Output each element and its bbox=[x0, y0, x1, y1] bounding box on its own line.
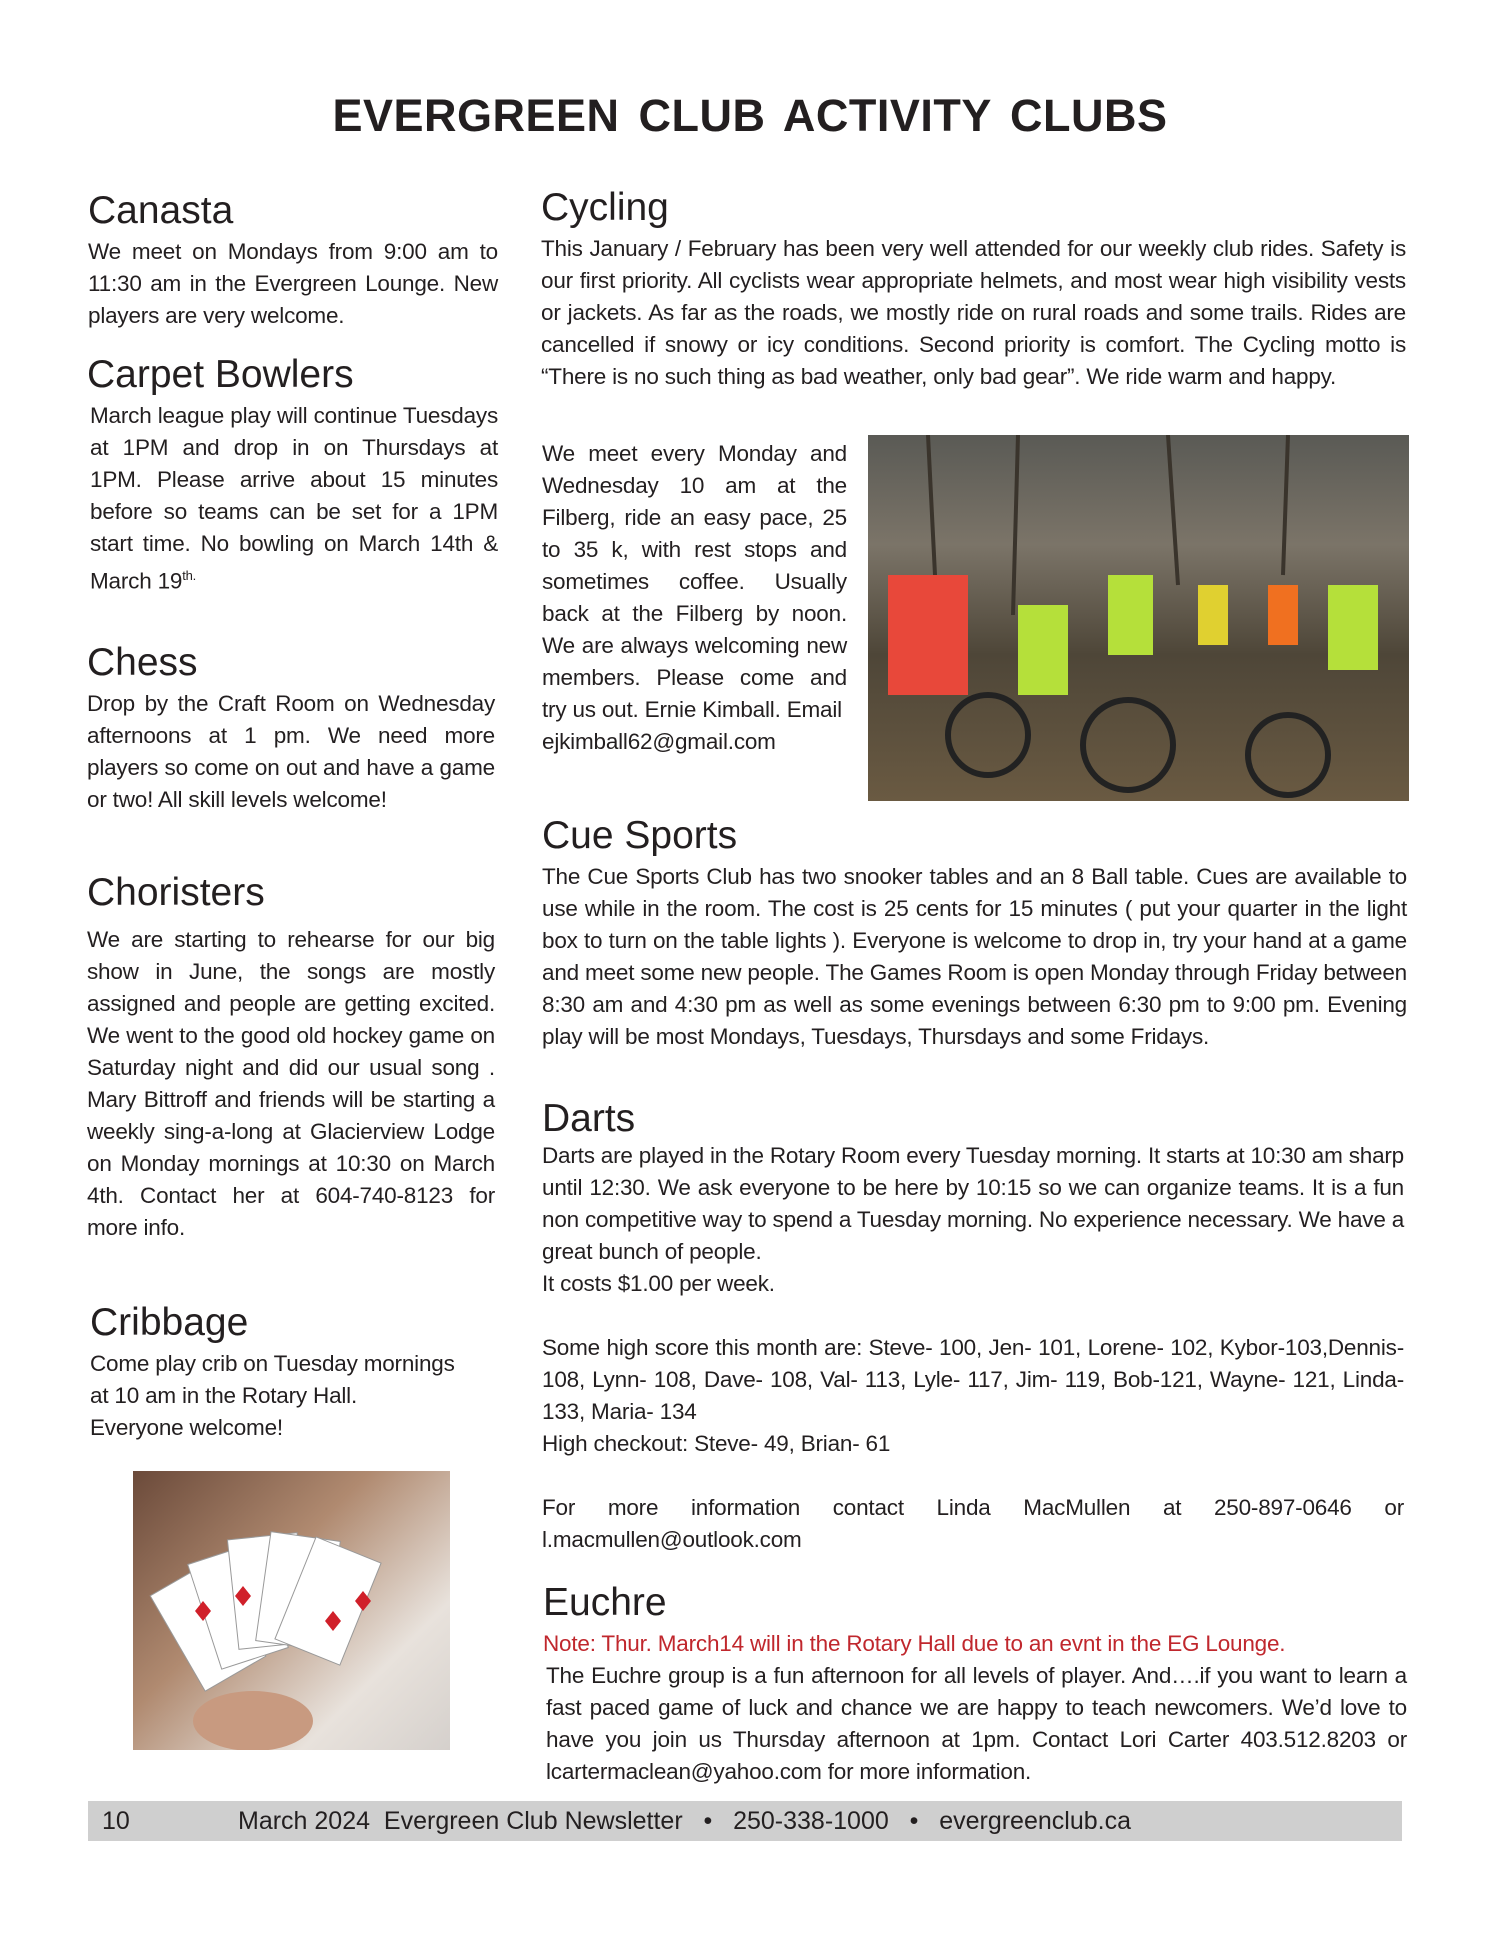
heading-chess: Chess bbox=[87, 641, 198, 684]
page-title: EVERGREEN CLUB ACTIVITY CLUBS bbox=[332, 90, 1168, 141]
body-cycling-meeting: We meet every Monday and Wednesday 10 am at the Filberg, ride an easy pace, 25 to 35 k, with rest stops and sometimes coffee. Usually back at the Filberg by noon. We are always welcoming new members. Please come and try us out. Ernie Kimball. Email bbox=[542, 441, 847, 722]
footer-text: March 2024 Evergreen Club Newsletter • 250-338-1000 • evergreenclub.ca bbox=[238, 1807, 1131, 1835]
darts-contact: For more information contact Linda MacMullen at 250-897-0646 or l.macmullen@outlook.com bbox=[542, 1495, 1404, 1552]
body-euchre: The Euchre group is a fun afternoon for all levels of player. And….if you want to learn a fast paced game of luck and chance we are happy to teach newcomers. We’d love to have you join us Thursday afternoon at 1pm. Contact Lori Carter 403.512.8203 or lcartermaclean@yahoo.com for more information. bbox=[546, 1663, 1407, 1784]
section-cue-sports bbox=[542, 813, 1407, 1053]
section-cribbage bbox=[90, 1300, 510, 1444]
section-chess bbox=[87, 640, 495, 816]
heading-euchre: Euchre bbox=[543, 1581, 667, 1624]
body-darts: Darts are played in the Rotary Room every Tuesday morning. It starts at 10:30 am sharp until 12:30. We ask everyone to be here by 10:15 so we can organize teams. It is a fun non competitive way to spend a Tuesday morning. No experience necessary. We have a great bunch of people. bbox=[542, 1143, 1405, 1264]
heading-carpet-bowlers: Carpet Bowlers bbox=[87, 353, 354, 396]
body-cue-sports: The Cue Sports Club has two snooker tables and an 8 Ball table. Cues are available to use while in the room. The cost is 25 cents for 15 minutes ( put your quarter in the light box to turn on the table lights ). Everyone is welcome to drop in, try your hand at a game and meet some new people. The Games Room is open Monday through Friday between 8:30 am and 4:30 pm as well as some evenings between 6:30 pm to 9:00 pm. Evening play will be most Mondays, Tuesdays, Thursdays and some Fridays. bbox=[542, 864, 1407, 1049]
heading-darts: Darts bbox=[542, 1097, 636, 1140]
body-canasta: We meet on Mondays from 9:00 am to 11:30 am in the Evergreen Lounge. New players are very welcome. bbox=[88, 239, 498, 328]
cyclists-illustration-icon bbox=[868, 435, 1409, 801]
heading-canasta: Canasta bbox=[88, 189, 234, 232]
superscript: th. bbox=[182, 568, 197, 583]
darts-checkout: High checkout: Steve- 49, Brian- 61 bbox=[542, 1431, 891, 1456]
body-chess: Drop by the Craft Room on Wednesday afternoons at 1 pm. We need more players so come on out and have a game or two! All skill levels welcome! bbox=[87, 691, 495, 812]
section-cycling bbox=[541, 185, 1406, 393]
heading-cue-sports: Cue Sports bbox=[542, 814, 738, 857]
cycling-email-link[interactable]: ejkimball62@gmail.com bbox=[542, 729, 776, 754]
page-number: 10 bbox=[102, 1807, 130, 1835]
darts-scores: Some high score this month are: Steve- 100, Jen- 101, Lorene- 102, Kybor-103,Dennis- 108, Lynn- 108, Dave- 108, Val- 113, Lyle- 117, Jim- 119, Bob-121, Wayne- 121, Linda-133, Maria- 134 bbox=[542, 1335, 1404, 1424]
section-canasta bbox=[88, 188, 498, 332]
heading-choristers: Choristers bbox=[87, 871, 265, 914]
body-cribbage: Come play crib on Tuesday mornings at 10 am in the Rotary Hall. Everyone welcome! bbox=[90, 1351, 455, 1440]
section-choristers bbox=[87, 870, 495, 1244]
body-text: March league play will continue Tuesdays at 1PM and drop in on Thursdays at 1PM. Please arrive about 15 minutes before so teams can be set for a 1PM start time. No bowling on March 14th & March 19 bbox=[90, 403, 498, 594]
playing-cards-photo bbox=[133, 1471, 450, 1750]
section-carpet-bowlers bbox=[87, 352, 498, 598]
section-darts bbox=[542, 1097, 1405, 1556]
body-cycling: This January / February has been very well attended for our weekly club rides. Safety is our first priority. All cyclists wear appropriate helmets, and most wear high visibility vests or jackets. As far as the roads, we mostly ride on rural roads and some trails. Rides are cancelled if snowy or icy conditions. Second priority is comfort. The Cycling motto is “There is no such thing as bad weather, only bad gear”. We ride warm and happy. bbox=[541, 236, 1406, 389]
cycling-meeting-info bbox=[542, 438, 847, 758]
body-carpet-bowlers bbox=[87, 400, 498, 598]
cards-illustration-icon bbox=[133, 1471, 450, 1750]
body-choristers: We are starting to rehearse for our big show in June, the songs are mostly assigned and people are getting excited. We went to the good old hockey game on Saturday night and did our usual song . Mary Bittroff and friends will be starting a weekly sing-a-long at Glacierview Lodge on Monday mornings at 10:30 on March 4th. Contact her at 604-740-8123 for more info. bbox=[87, 927, 495, 1240]
darts-cost: It costs $1.00 per week. bbox=[542, 1271, 775, 1296]
cycling-group-photo bbox=[868, 435, 1409, 801]
footer-bar bbox=[88, 1801, 1402, 1841]
euchre-note: Note: Thur. March14 will in the Rotary Hall due to an evnt in the EG Lounge. bbox=[543, 1631, 1286, 1656]
heading-cycling: Cycling bbox=[541, 186, 669, 229]
heading-cribbage: Cribbage bbox=[90, 1301, 249, 1344]
section-euchre bbox=[543, 1580, 1407, 1788]
